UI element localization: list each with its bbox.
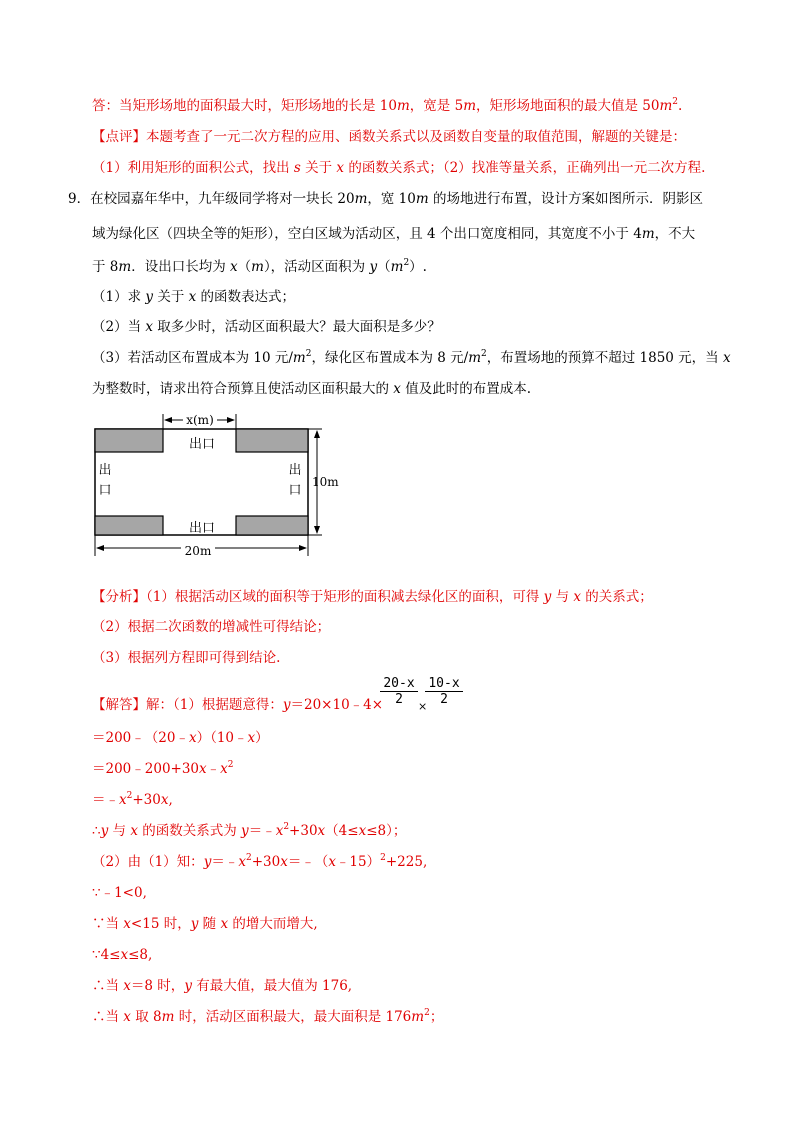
solution-text: 的增大而增大,	[228, 916, 318, 932]
solution-text: ∵﹣1<0,	[92, 885, 147, 901]
unit-m: m	[411, 1009, 425, 1025]
unit-m: m	[118, 259, 132, 275]
fraction-denominator: 2	[395, 692, 403, 707]
problem-line-3	[92, 258, 427, 276]
var-x: x	[188, 730, 197, 746]
var-x: x	[722, 350, 731, 366]
var-x: x	[275, 823, 284, 839]
solution-line-11	[92, 1008, 443, 1026]
var-x: x	[119, 792, 127, 808]
solution-text: ﹣	[206, 761, 221, 777]
var-x: x	[145, 319, 154, 335]
fraction-numerator: 10-x	[425, 676, 463, 692]
green-zone	[95, 516, 163, 535]
solution-text: ＝20×10﹣4×	[290, 697, 384, 713]
var-s: s	[293, 160, 301, 176]
solution-text: 随	[198, 916, 221, 932]
solution-text: ＝﹣	[248, 823, 276, 839]
solution-text: ＝﹣（	[287, 854, 329, 870]
superscript: 2	[283, 822, 290, 832]
solution-text: ∴当	[92, 1009, 124, 1025]
fraction-numerator: 20-x	[380, 676, 418, 692]
unit-m: m	[292, 350, 306, 366]
superscript: 2	[245, 853, 252, 863]
solution-text: 取 8	[130, 1009, 162, 1025]
unit-m: m	[390, 259, 404, 275]
unit-m: m	[659, 98, 673, 114]
superscript: 2	[305, 349, 312, 359]
question-text: （3）若活动区布置成本为 10 元/	[92, 350, 293, 366]
exit-label-top: 出口	[188, 437, 216, 452]
green-zone	[95, 429, 163, 452]
var-y: y	[543, 589, 552, 605]
superscript: 2	[424, 1008, 430, 1018]
unit-m: m	[251, 259, 264, 275]
problem-text: ，宽 10	[367, 191, 416, 207]
exit-label-left: 口	[98, 483, 112, 498]
superscript: 2	[227, 760, 234, 770]
green-zone	[236, 516, 308, 535]
problem-text: ，不大	[654, 226, 696, 242]
solution-text: ＝200﹣200+30	[92, 761, 200, 777]
problem-text: ）.	[409, 259, 427, 275]
problem-text: ），活动区面积为	[263, 259, 370, 275]
problem-text: 的场地进行布置，设计方案如图所示．阴影区	[428, 191, 703, 207]
var-x: x	[123, 978, 131, 994]
analysis-text: 与	[551, 589, 574, 605]
analysis-line-1	[92, 588, 653, 606]
unit-m: m	[468, 350, 481, 366]
width-label: 20m	[184, 544, 212, 558]
solution-text: 的函数关系式为	[137, 823, 242, 839]
solution-text: ∴当	[92, 978, 124, 994]
question-text: 关于	[153, 289, 189, 305]
fraction-20-x-over-2	[380, 676, 418, 707]
var-x: x	[123, 1009, 131, 1025]
var-y: y	[369, 259, 378, 275]
var-x: x	[238, 854, 246, 870]
var-x: x	[199, 761, 207, 777]
solution-line-2	[92, 729, 269, 747]
question-3	[92, 349, 731, 367]
solution-line-9	[92, 946, 152, 964]
analysis-text: 的关系式；	[581, 589, 653, 605]
superscript: 2	[403, 258, 410, 268]
solution-line-10	[92, 977, 352, 995]
var-x: x	[220, 761, 228, 777]
solution-text: ∵当	[92, 916, 124, 932]
unit-m: m	[161, 1009, 175, 1025]
var-y: y	[145, 289, 154, 305]
solution-text: 与	[108, 823, 131, 839]
solution-text: ≤8,	[128, 947, 153, 963]
exit-label-right: 出	[288, 463, 302, 478]
solution-text: （4≤	[325, 823, 359, 839]
solution-text: 有最大值，最大值为 176,	[191, 978, 353, 994]
x-dimension-label: x(m)	[186, 413, 214, 427]
analysis-line-3	[92, 649, 280, 667]
solution-line-1	[92, 696, 383, 714]
problem-text: 于 8	[92, 259, 119, 275]
times-sign: ×	[418, 700, 428, 713]
solution-text: ）	[255, 730, 269, 746]
solution-text: ＝8 时，	[130, 978, 185, 994]
unit-m: m	[641, 226, 655, 242]
superscript: 2	[481, 349, 487, 359]
solution-text: ＝﹣	[92, 792, 119, 808]
solution-text: +225,	[385, 854, 428, 870]
var-x: x	[130, 823, 138, 839]
solution-text: ∵4≤	[92, 947, 121, 963]
question-text: ，布置场地的预算不超过 1850 元，当	[486, 350, 723, 366]
solution-text: ；	[429, 1009, 444, 1025]
solution-line-6	[92, 853, 427, 871]
analysis-line-2	[92, 618, 330, 636]
var-x: x	[188, 289, 197, 305]
comment-text: （1）利用矩形的面积公式，找出	[92, 160, 294, 176]
comment-text: 的函数关系式；（2）找准等量关系，正确列出一元二次方程.	[344, 160, 706, 176]
var-x: x	[280, 854, 288, 870]
var-x: x	[230, 259, 238, 275]
var-y: y	[282, 697, 291, 713]
solution-text: ∴	[92, 823, 101, 839]
unit-m: m	[463, 98, 476, 114]
solution-text: +30	[251, 854, 281, 870]
solution-text: +30	[289, 823, 318, 839]
height-label: 10m	[312, 475, 339, 489]
answer-text: 答：当矩形场地的面积最大时，矩形场地的长是 10	[92, 98, 397, 114]
var-x: x	[120, 947, 129, 963]
solution-text: +30	[132, 792, 161, 808]
var-x: x	[393, 381, 401, 397]
var-y: y	[184, 978, 192, 994]
analysis-text: （2）根据二次函数的增减性可得结论；	[92, 619, 331, 635]
problem-line-2	[92, 225, 695, 243]
green-zone	[236, 429, 308, 452]
question-text: （2）当	[92, 319, 146, 335]
exit-label-bottom: 出口	[188, 521, 216, 536]
solution-text: ＝﹣	[211, 854, 239, 870]
comment-text: 【点评】本题考查了一元二次方程的应用、函数关系式以及函数自变量的取值范围，解题的关键是：	[92, 129, 686, 145]
question-1	[92, 288, 295, 306]
answer-text: ，宽是 5	[409, 98, 464, 114]
field-diagram	[90, 412, 350, 562]
fraction-denominator: 2	[440, 692, 448, 707]
analysis-text: 【分析】（1）根据活动区域的面积等于矩形的面积减去绿化区的面积，可得	[92, 589, 544, 605]
var-y: y	[203, 854, 212, 870]
solution-text: ）（10﹣	[196, 730, 248, 746]
var-y: y	[190, 916, 199, 932]
solution-text: 时，活动区面积最大，最大面积是 176	[174, 1009, 412, 1025]
var-y: y	[241, 823, 249, 839]
solution-text: ≤8）；	[366, 823, 407, 839]
solution-text: 【解答】解：（1）根据题意得：	[92, 697, 283, 713]
question-text: （1）求	[92, 289, 146, 305]
question-text: 的函数表达式；	[196, 289, 296, 305]
solution-line-8	[92, 915, 318, 933]
unit-m: m	[396, 98, 410, 114]
problem-text: ．设出口长均为	[131, 259, 230, 275]
problem-text: 9．在校园嘉年华中，九年级同学将对一块长 20	[68, 191, 355, 207]
question-text: 为整数时，请求出符合预算且使活动区面积最大的	[92, 381, 394, 397]
problem-line-1	[68, 190, 703, 208]
var-x: x	[160, 792, 169, 808]
answer-text: ，矩形场地面积的最大值是 50	[476, 98, 660, 114]
unit-m: m	[415, 191, 429, 207]
var-x: x	[573, 589, 581, 605]
var-x: x	[220, 916, 229, 932]
problem-text: （	[377, 259, 391, 275]
var-x: x	[317, 823, 326, 839]
var-x: x	[336, 160, 345, 176]
answer-line	[92, 97, 682, 115]
var-x: x	[358, 823, 367, 839]
solution-text: （2）由（1）知：	[92, 854, 204, 870]
solution-line-5	[92, 822, 406, 840]
comment-line-2	[92, 159, 705, 177]
solution-line-4	[92, 791, 173, 809]
solution-text: ﹣15）	[335, 854, 381, 870]
solution-line-3	[92, 760, 234, 778]
fraction-10-x-over-2	[425, 676, 463, 707]
var-x: x	[328, 854, 336, 870]
var-x: x	[247, 730, 256, 746]
exit-label-left: 出	[98, 463, 112, 478]
solution-line-7	[92, 884, 147, 902]
exit-label-right: 口	[288, 483, 302, 498]
solution-text: <15 时，	[130, 916, 191, 932]
superscript: 2	[126, 791, 133, 801]
question-text: 值及此时的布置成本.	[400, 381, 532, 397]
superscript: 2	[380, 853, 386, 863]
unit-m: m	[354, 191, 368, 207]
solution-text: ,	[168, 792, 173, 808]
var-x: x	[123, 916, 131, 932]
analysis-text: （3）根据列方程即可得到结论.	[92, 650, 281, 666]
var-y: y	[100, 823, 109, 839]
question-text: ，绿化区布置成本为 8 元/	[311, 350, 469, 366]
question-2	[92, 318, 441, 336]
problem-text: （	[237, 259, 252, 275]
superscript: 2	[672, 97, 679, 107]
comment-line-1	[92, 128, 686, 146]
comment-text: 关于	[300, 160, 337, 176]
problem-text: 域为绿化区（四块全等的矩形），空白区域为活动区，且 4 个出口宽度相同，其宽度不小于 4	[92, 226, 642, 242]
answer-text: .	[678, 98, 683, 114]
solution-text: ＝200﹣（20﹣	[92, 730, 189, 746]
question-3-cont	[92, 380, 531, 398]
question-text: 取多少时，活动区面积最大？最大面积是多少？	[153, 319, 441, 335]
